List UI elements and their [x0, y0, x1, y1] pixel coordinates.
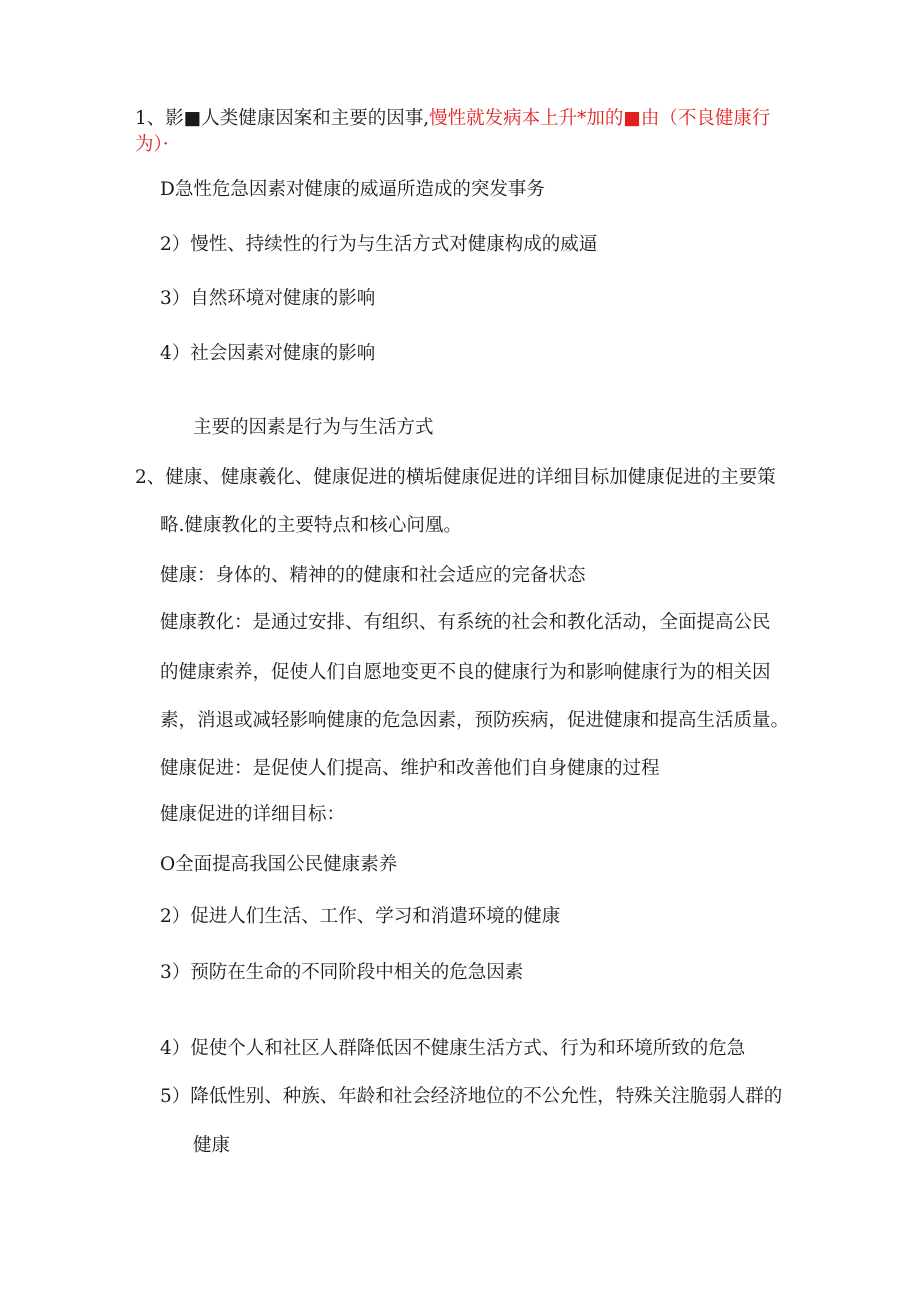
education-def-line-3: 素，消退或减轻影响健康的危急因素，预防疾病，促进健康和提高生活质量。: [160, 710, 790, 731]
goal-5-cont: 健康: [193, 1135, 231, 1156]
goal-1: O全面提高我国公民健康素养: [160, 854, 398, 875]
question-1-highlight: 慢性就发病本上升*加的■由（不良健康行: [429, 108, 771, 129]
q1-item-3: 3）自然环境对健康的影响: [160, 288, 376, 309]
q1-item-4: 4）社会因素对健康的影响: [160, 343, 376, 364]
goals-title: 健康促进的详细目标：: [160, 804, 346, 825]
question-1-line-1: [135, 106, 770, 132]
question-2-line-2: 略.健康教化的主要特点和核心问凰。: [160, 515, 462, 536]
question-2-line-1: 2、健康、健康羲化、健康促进的横垢健康促进的详细目标加健康促进的主要策: [135, 467, 776, 488]
question-1-prefix: 1、影■人类健康因案和主要的因事,: [135, 108, 430, 129]
health-definition: 健康：身体的、精神的的健康和社会适应的完备状态: [160, 565, 586, 586]
q1-answer: 主要的因素是行为与生活方式: [193, 417, 434, 438]
goal-5: 5）降低性别、种族、年龄和社会经济地位的不公允性，特殊关注脆弱人群的: [160, 1086, 783, 1107]
education-def-line-1: 健康教化：是通过安排、有组织、有系统的社会和教化活动，全面提高公民: [160, 612, 771, 633]
q1-item-2: 2）慢性、持续性的行为与生活方式对健康构成的威逼: [160, 234, 598, 255]
promotion-definition: 健康促进：是促使人们提高、维护和改善他们自身健康的过程: [160, 758, 660, 779]
goal-3: 3）预防在生命的不同阶段中相关的危急因素: [160, 962, 524, 983]
q1-item-1: D急性危急因素对健康的威逼所造成的突发事务: [160, 179, 545, 200]
goal-2: 2）促进人们生活、工作、学习和消遣环境的健康: [160, 906, 561, 927]
education-def-line-2: 的健康索养，促使人们自愿地变更不良的健康行为和影响健康行为的相关因: [160, 662, 771, 683]
goal-4: 4）促使个人和社区人群降低因不健康生活方式、行为和环境所致的危急: [160, 1038, 746, 1059]
question-1-highlight-cont: 为）·: [135, 134, 169, 155]
